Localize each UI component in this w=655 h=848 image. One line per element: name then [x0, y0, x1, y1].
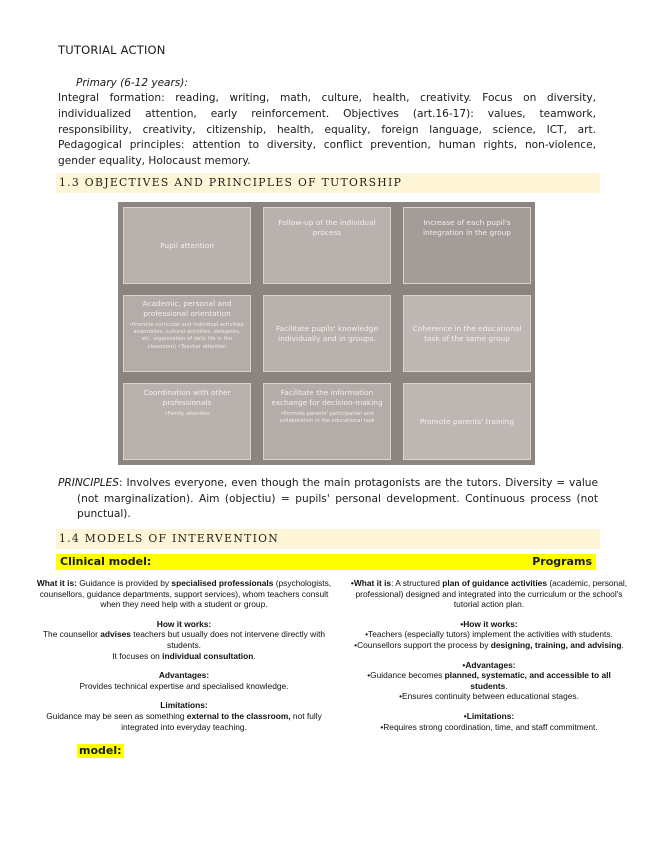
programs-how-heading: •How it works:: [460, 618, 518, 629]
clinical-model-column: [34, 578, 334, 732]
objective-cell: [123, 207, 251, 284]
section-heading-1-3: [56, 173, 600, 193]
programs-advantages-text: •Guidance becomes planned, systematic, and accessible to all students.: [367, 670, 611, 691]
objective-cell-title: Promote parents' training: [419, 416, 515, 426]
objective-cell: [263, 383, 391, 460]
objective-cell: [403, 207, 531, 284]
programs-limitations-text: •Requires strong coordination, time, and staff commitment.: [380, 721, 598, 732]
objective-cell-title: Facilitate pupils' knowledge individually and in groups.: [275, 323, 378, 343]
principles-paragraph: [58, 476, 598, 523]
clinical-how-text-2: It focuses on individual consultation.: [112, 650, 256, 661]
section-heading-1-4-text: 1.4 MODELS OF INTERVENTION: [59, 532, 280, 545]
objective-cell-note: •Promote parents' participation and collaboration in the educational task: [279, 411, 375, 425]
principles-label: PRINCIPLES: [58, 477, 120, 489]
section-heading-1-4: [56, 529, 600, 549]
objective-cell: [263, 207, 391, 284]
objective-cell-title: Follow-up of the individual process: [278, 218, 376, 237]
clinical-advantages-text: Provides technical expertise and specialised knowledge.: [79, 680, 289, 691]
programs-how-text: •Teachers (especially tutors) implement the activities with students.: [365, 629, 613, 640]
objective-cell-title: Increase of each pupil's integration in the group: [423, 218, 511, 237]
objective-cell-note: •Promote curricular and individual activities: assemblies, cultural activities, delegates, etc. organization of daily life in the classroom) •Teacher attention: [128, 322, 246, 350]
programs-advantages-text-2: •Ensures continuity between educational stages.: [399, 691, 579, 702]
objective-cell-title: Pupil attention: [160, 240, 214, 250]
clinical-how-text: The counsellor advises teachers but usually does not intervene directly with students.: [42, 629, 326, 650]
programs-model-column: [350, 578, 628, 732]
objective-cell: [123, 295, 251, 372]
objective-cell: [123, 383, 251, 460]
objective-cell-title: Academic, personal and professional orientation: [142, 299, 232, 318]
objective-cell: [403, 295, 531, 372]
model-label: model:: [79, 744, 122, 757]
models-highlight-bar: [56, 554, 596, 570]
objective-cell-title: Coordination with other professionals: [143, 388, 231, 407]
programs-advantages-heading: •Advantages:: [462, 659, 516, 670]
objective-cell: [403, 383, 531, 460]
clinical-limitations-text: Guidance may be seen as something external to the classroom, not fully integrated into everyday teaching.: [46, 710, 322, 732]
objective-cell-title: Coherence in the educational task of the same group: [412, 323, 522, 343]
section-heading-1-3-text: 1.3 OBJECTIVES AND PRINCIPLES OF TUTORSHIP: [59, 176, 403, 189]
programs-how-text-2: •Counsellors support the process by designing, training, and advising.: [354, 639, 624, 650]
clinical-what-it-is: What it is: Guidance is provided by specialised professionals (psychologists, counsellors, guidance departments, support services), whom teachers consult when they need help with a student or group.: [36, 578, 332, 610]
programs-label: Programs: [532, 555, 592, 568]
primary-paragraph: Integral formation: reading, writing, math, culture, health, creativity. Focus on diversity, individualized attention, early reinforcement. Objectives (art.16-17): values, teamwork, responsibility, creativity, citizenship, health, equality, foreign language, science, ICT, art. Pedagogical principles: attention to diversity, conflict prevention, human rights, non-violence, gender equality, Holocaust memory.: [58, 92, 596, 168]
document-title: TUTORIAL ACTION: [58, 43, 166, 57]
principles-text: : Involves everyone, even though the main protagonists are the tutors. Diversity = value (not marginalization). Aim (objectiu) = pupils' personal development. Continuous process (not punctual).: [77, 477, 598, 521]
primary-heading: Primary (6-12 years):: [76, 77, 188, 89]
objective-cell-note: •Family attention: [164, 411, 210, 417]
objective-cell: [263, 295, 391, 372]
programs-limitations-heading: •Limitations:: [463, 710, 515, 721]
clinical-model-label: Clinical model:: [60, 555, 152, 568]
objective-cell-title: Facilitate the information exchange for decision-making: [271, 388, 383, 407]
programs-what-it-is: •What it is: A structured plan of guidance activities (academic, personal, professional) designed and integrated into the curriculum or the school's tutorial action plan.: [350, 578, 628, 610]
clinical-how-heading: How it works:: [156, 618, 212, 629]
clinical-limitations-heading: Limitations:: [160, 700, 208, 711]
clinical-advantages-heading: Advantages:: [158, 670, 210, 681]
objectives-diagram: [118, 202, 535, 465]
